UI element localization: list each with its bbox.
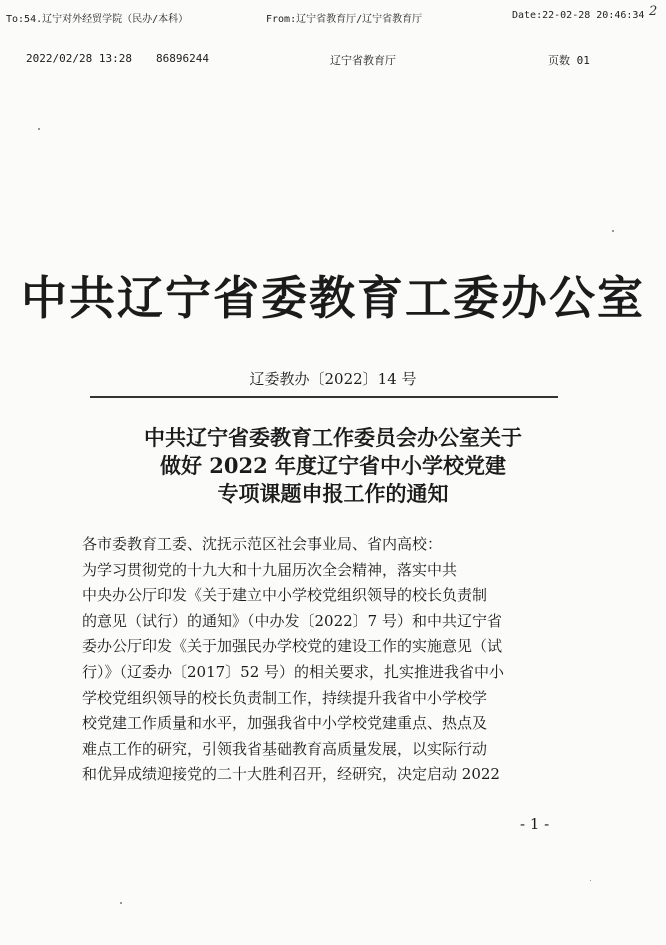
body-line: 中央办公厅印发《关于建立中小学校党组织领导的校长负责制	[82, 586, 488, 605]
body-line: 的意见（试行）的通知》（中办发〔2022〕7 号）和中共辽宁省	[82, 611, 502, 630]
fax-to-line: To:54.辽宁对外经贸学院（民办/本科）	[6, 14, 189, 25]
notice-title-line: 中共辽宁省委教育工作委员会办公室关于	[144, 425, 522, 450]
body-line: 行）》（辽委办〔2017〕52 号）的相关要求，扎实推进我省中小	[82, 662, 505, 681]
body-line: 和优异成绩迎接党的二十大胜利召开，经研究，决定启动 2022	[82, 765, 500, 784]
body-line: 难点工作的研究，引领我省基础教育高质量发展，以实际行动	[82, 739, 488, 758]
issuing-organization-title: 中共辽宁省委教育工委办公室	[21, 271, 645, 325]
document-number: 辽委教办〔2022〕14 号	[249, 370, 417, 388]
salutation: 各市委教育工委、沈抚示范区社会事业局、省内高校：	[82, 535, 443, 553]
notice-body	[82, 532, 582, 788]
scan-speck	[38, 128, 40, 130]
scan-speck	[590, 880, 591, 881]
handwritten-corner-mark: 2	[649, 4, 658, 19]
body-line: 委办公厅印发《关于加强民办学校党的建设工作的实施意见（试	[82, 637, 503, 656]
notice-title	[0, 424, 666, 508]
body-line: 学校党组织领导的校长负责制工作，持续提升我省中小学校学	[82, 688, 488, 707]
page-number: - 1 -	[520, 815, 550, 833]
fax-from-line: From:辽宁省教育厅/辽宁省教育厅	[266, 14, 423, 25]
transmission-page-count: 页数 01	[548, 54, 590, 67]
scan-speck	[120, 902, 122, 904]
transmission-sender: 辽宁省教育厅	[330, 54, 396, 67]
transmission-phone: 86896244	[156, 52, 209, 65]
fax-date-line: Date:22-02-28 20:46:34	[512, 10, 645, 21]
notice-title-line: 专项课题申报工作的通知	[217, 481, 449, 506]
scan-speck	[612, 230, 614, 232]
body-line: 为学习贯彻党的十九大和十九届历次全会精神，落实中共	[82, 560, 458, 579]
notice-title-line: 做好 2022 年度辽宁省中小学校党建	[159, 453, 507, 478]
transmission-datetime: 2022/02/28 13:28	[26, 52, 132, 65]
body-line: 校党建工作质量和水平，加强我省中小学校党建重点、热点及	[82, 714, 488, 733]
header-divider-line	[90, 396, 558, 398]
